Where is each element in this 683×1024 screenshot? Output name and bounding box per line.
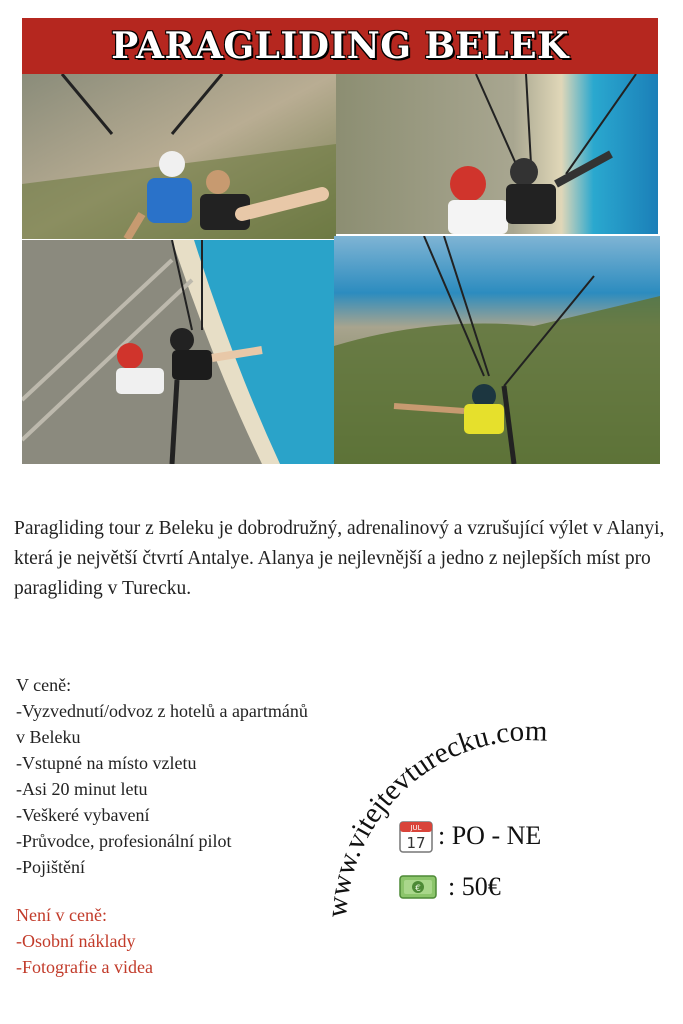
photo-tandem-flight-city [22, 74, 336, 239]
list-item: -Osobní náklady [16, 931, 136, 951]
price-text: : 50€ [448, 872, 501, 901]
list-item: -Veškeré vybavení [16, 805, 150, 825]
money-icon [398, 872, 438, 902]
excluded-heading: Není v ceně: [16, 905, 107, 925]
included-section [16, 672, 316, 880]
list-item: -Průvodce, profesionální pilot [16, 831, 232, 851]
included-heading: V ceně: [16, 675, 72, 695]
price-row [398, 872, 501, 902]
title-banner [22, 18, 658, 74]
calendar-icon [398, 818, 434, 854]
website-url: www.vitejtevturecku.com [320, 715, 548, 919]
calendar-day: 17 [406, 834, 426, 852]
photo-tandem-flight-beach [22, 240, 334, 464]
photo-tandem-flight-coast [336, 74, 658, 234]
page-title: PARAGLIDING BELEK [111, 25, 569, 67]
list-item: -Fotografie a videa [16, 957, 153, 977]
calendar-month: JUL [410, 824, 422, 832]
list-item: -Pojištění [16, 857, 86, 877]
schedule-row [398, 818, 541, 854]
photo-tandem-flight-hills [334, 236, 660, 464]
list-item: -Asi 20 minut letu [16, 779, 148, 799]
list-item: -Vstupné na místo vzletu [16, 753, 197, 773]
schedule-text: : PO - NE [438, 821, 542, 850]
included-list [16, 698, 316, 880]
excluded-list [16, 928, 316, 980]
svg-text:€: € [415, 884, 421, 894]
excluded-section [16, 902, 316, 980]
tour-description: Paragliding tour z Beleku je dobrodružný, adrenalinový a vzrušující výlet v Alanyi, která je největší čtvrtí Antalye. Alanya je nejlevnější a jedno z nejlepších míst pro paragliding v Turecku. [14, 518, 665, 599]
list-item: -Vyzvednutí/odvoz z hotelů a apartmánů v Beleku [16, 701, 308, 747]
